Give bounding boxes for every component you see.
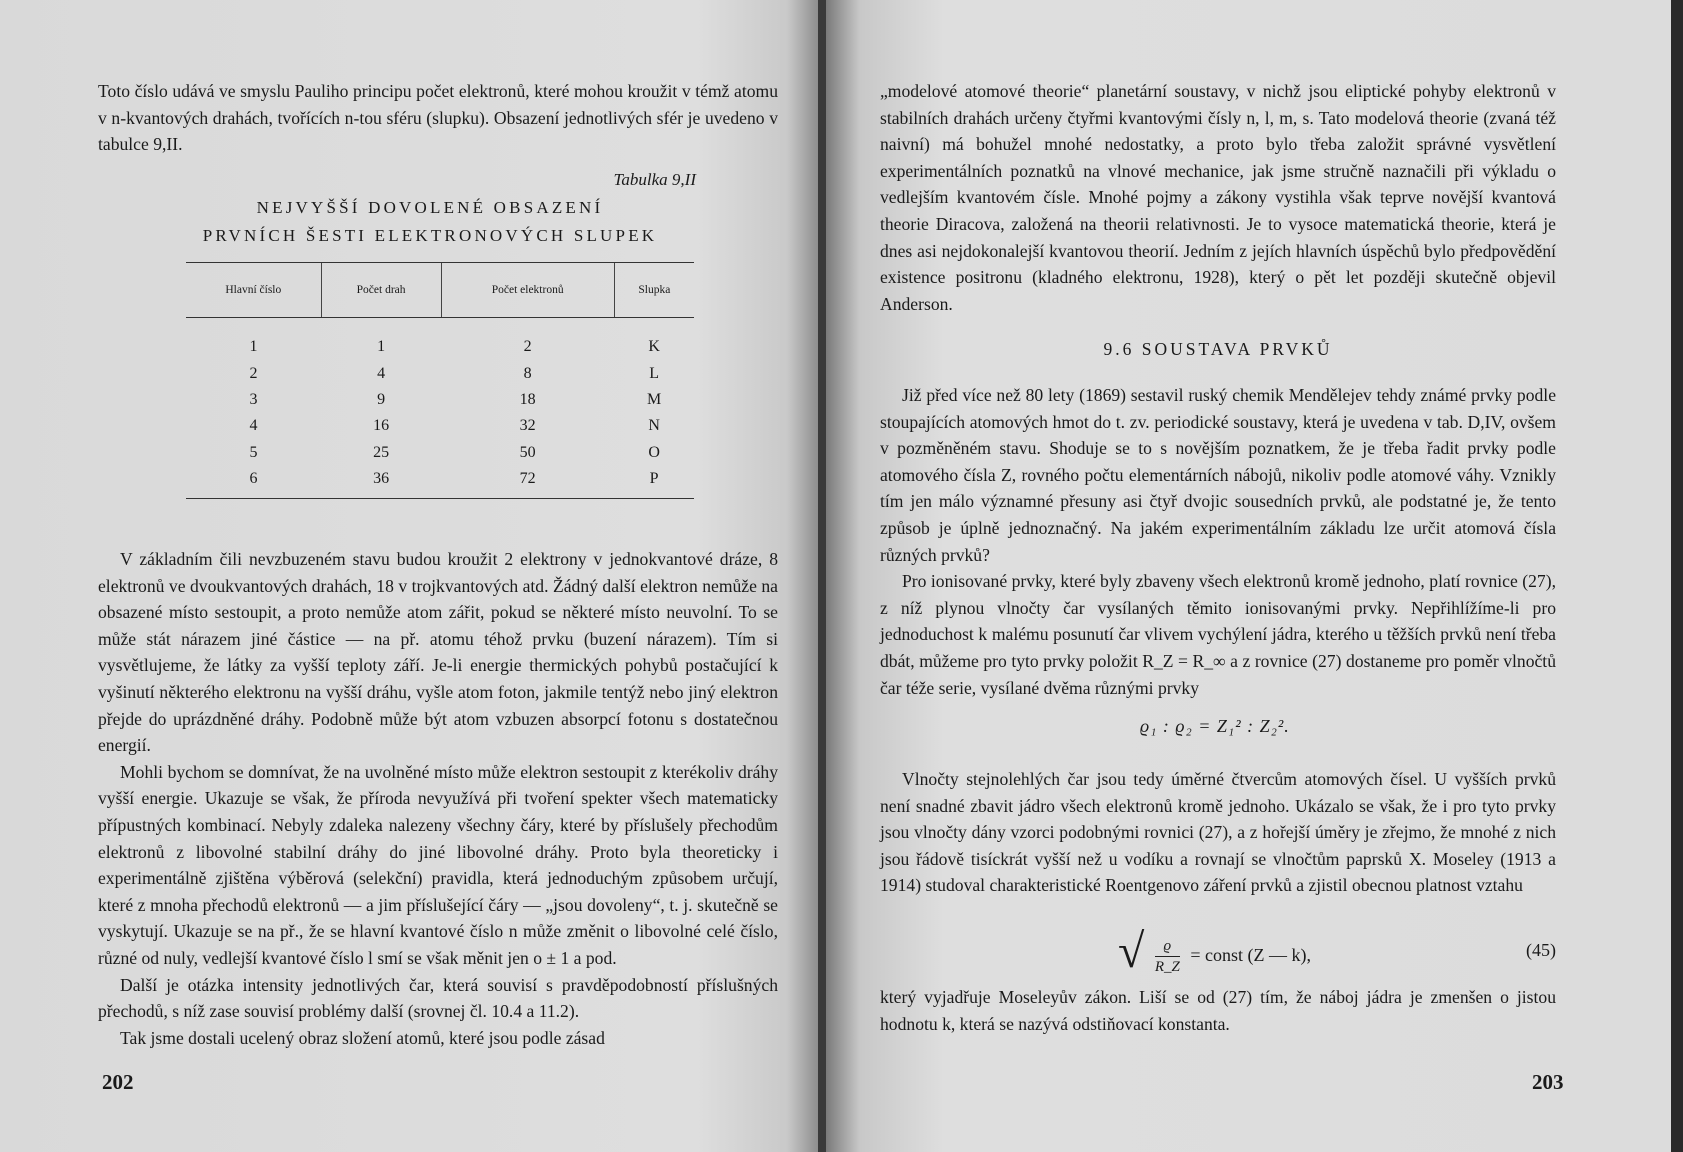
- table-cell: 6: [186, 466, 321, 499]
- fraction: [1155, 936, 1180, 977]
- table-title-line2: PRVNÍCH ŠESTI ELEKTRONOVÝCH SLUPEK: [202, 226, 658, 245]
- table-title-line1: NEJVYŠŠÍ DOVOLENÉ OBSAZENÍ: [256, 198, 604, 217]
- table-cell: 4: [249, 417, 258, 435]
- paragraph: „modelové atomové theorie“ planetární soustavy, v nichž jsou eliptické pohyby elektronů v stabilních drahách určeny čtyřmi kvantovými čísly n, l, m, s. Tato modelová theorie (zvaná též naivní) má bohužel mnohé nedostatky, a proto bylo třeba založit správné vysvětlení experimentálních poznatků na vlnové mechanice, jak jsme stručně naznačili při výkladu o vedlejším kvantovém čísle. Mnohé pojmy a zákony vystihla však teprve novější kvantová theorie Diracova, založená na theorii relativnosti. Je to vysoce matematická theorie, která je dnes asi nejdokonalejší kvantovou theorií. Jedním z jejích hlavních úspěchů bylo předpovědění existence positronu (kladného elektronu, 1928), který o pět let později skutečně objevil Anderson.: [880, 81, 1556, 314]
- table-cell: 18: [519, 390, 536, 408]
- table-cell: 1: [377, 338, 386, 356]
- table-row: [186, 413, 694, 439]
- table-header-row: [186, 263, 694, 318]
- page-number-right: 203: [1532, 1070, 1564, 1094]
- table-row: [186, 440, 694, 466]
- right-final-text: [880, 984, 1556, 1037]
- table-cell: 2: [249, 364, 258, 382]
- paragraph: Vlnočty stejnolehlých čar jsou tedy úměrné čtvercům atomových čísel. U vyšších prvků není snadné zbavit jádro všech elektronů kromě jednoho. Ukázalo se však, že i pro tyto prvky jsou vlnočty dány vzorci podobnými rovnici (27), a z hořejší úměry je zřejmo, že mnohé z nich jsou řádově tisíckrát vyšší než u vodíku a rovnají se vlnočtům paprsků X. Moseley (1913 a 1914) studoval charakteristické Roentgenovo záření prvků a zjistil obecnou platnost vztahu: [880, 769, 1556, 896]
- right-mid-text: [880, 382, 1556, 701]
- table-cell: 25: [373, 443, 390, 461]
- sqrt-sign: √: [1118, 925, 1145, 978]
- equation-ratio: ϱ₁ : ϱ₂ = Z₁² : Z₂².: [1140, 716, 1290, 736]
- paragraph: Tak jsme dostali ucelený obraz složení atomů, které jsou podle zásad: [120, 1027, 605, 1048]
- table-cell: 16: [373, 417, 390, 435]
- equation-moseley: [1118, 918, 1311, 977]
- page-number-left: 202: [102, 1070, 134, 1094]
- table-row: [186, 387, 694, 413]
- paragraph: který vyjadřuje Moseleyův zákon. Liší se od (27) tím, že náboj jádra je zmenšen o jistou hodnotu k, která se nazývá odstiňovací konstanta.: [880, 987, 1556, 1034]
- fraction-denominator: R_Z: [1154, 959, 1180, 976]
- table-cell: 36: [321, 466, 441, 499]
- table-cell: 1: [249, 338, 258, 356]
- table-cell: 3: [249, 390, 258, 408]
- table-cell: 2: [523, 338, 532, 356]
- paragraph: Pro ionisované prvky, které byly zbaveny všech elektronů kromě jednoho, platí rovnice (27), z níž plynou vlnočty čar vysílaných těmito ionisovanými prvky. Nepřihlížíme-li pro jednoduchost k malému posunutí čar vlivem vychýlení jádra, kterého u těžších prvků není třeba dbát, můžeme pro tyto prvky položit R_Z = R_∞ a z rovnice (27) dostaneme pro poměr vlnočtů čar téže serie, vysílané dvěma různými prvky: [880, 571, 1556, 698]
- equation-number: (45): [1526, 940, 1556, 960]
- shell-table: [186, 262, 694, 499]
- intro-paragraph: [98, 78, 778, 158]
- table-cell: 50: [519, 443, 536, 461]
- table-row: [186, 318, 694, 361]
- equation-rhs: = const (Z — k),: [1190, 945, 1311, 965]
- table-cell: 72: [441, 466, 614, 499]
- table-row: [186, 466, 694, 499]
- table-cell: 9: [377, 390, 386, 408]
- table-cell: L: [649, 364, 660, 382]
- table-cell: P: [614, 466, 694, 499]
- intro-text: Toto číslo udává ve smyslu Pauliho principu počet elektronů, které mohou kroužit v témž atomu v n-kvantových drahách, tvořících n-tou sféru (slupku). Obsazení jednotlivých sfér je uvedeno v tabulce 9,II.: [98, 81, 778, 155]
- right-top-text: [880, 78, 1556, 317]
- section-heading: 9.6 SOUSTAVA PRVKŮ: [1103, 339, 1333, 359]
- header-orbit-count: Počet drah: [321, 263, 441, 318]
- page-edge: [1671, 0, 1683, 1152]
- table-cell: O: [648, 443, 660, 461]
- header-electron-count: Počet elektronů: [441, 263, 614, 318]
- left-body-text: [98, 546, 778, 1051]
- paragraph: Mohli bychom se domnívat, že na uvolněné místo může elektron sestoupit z kterékoliv dráhy vyšší energie. Ukazuje se však, že příroda nevyužívá při tvoření spekter všech matematicky přípustných kombinací. Nebyly zdaleka nalezeny všechny čáry, které by příslušely přechodům elektronů z libovolné stabilní dráhy do jiné libovolné dráhy. Proto byla theoreticky i experimentálně zjištěna výběrová (selekční) pravidla, která jednoduchým způsobem určují, které z mnoha přechodů elektronů — a jim příslušející čáry — „jsou dovoleny“, t. j. skutečně se vyskytují. Ukazuje se na př., že se hlavní kvantové číslo n může změnit o libovolné celé číslo, různé od nuly, vedlejší kvantové číslo l smí se však měnit jen o ± 1 a pod.: [98, 761, 778, 968]
- table-caption: Tabulka 9,II: [613, 170, 696, 189]
- paragraph: Již před více než 80 lety (1869) sestavil ruský chemik Mendělejev tehdy známé prvky podle stoupajících atomových hmot do t. zv. periodické soustavy, která je uvedena v tab. D,IV, ovšem v pozměněném stavu. Shoduje se to s novějším poznatkem, že je třeba řadit prvky podle atomového čísla Z, rovného počtu elementárních nábojů, nikoliv podle atomové váhy. Vznikly tím jen málo významné přesuny asi čtyř dvojic sousedních prvků, ale podstatné je, že tento způsob je úplně jednoznačný. Na jakém experimentálním základu lze určit atomová čísla různých prvků?: [880, 385, 1556, 565]
- table-row: [186, 360, 694, 386]
- fraction-numerator: ϱ: [1155, 936, 1180, 957]
- header-principal-number: Hlavní číslo: [186, 263, 321, 318]
- table-cell: 4: [377, 364, 386, 382]
- table-cell: 8: [523, 364, 532, 382]
- table-cell: M: [647, 390, 662, 408]
- table-cell: 32: [519, 417, 536, 435]
- paragraph: V základním čili nevzbuzeném stavu budou kroužit 2 elektrony v jednokvantové dráze, 8 elektronů ve dvoukvantových drahách, 18 v trojkvantových atd. Žádný další elektron nemůže na obsazené místo sestoupit, a proto nemůže atom zářit, pokud se některé místo neuvolní. To se může stát nárazem jiné částice — na př. atomu téhož prvku (buzení nárazem). Tím si vysvětlujeme, že látky za vyšší teploty září. Je-li energie thermických pohybů postačující k vyšinutí některého elektronu na vyšší dráhu, vyšle atom foton, jakmile tentýž nebo jiný elektron přejde do uprázdněné dráhy. Podobně může být atom vzbuzen absorpcí fotonu s dostatečnou energií.: [98, 549, 778, 756]
- right-lower-text: [880, 766, 1556, 899]
- table-cell: N: [648, 417, 660, 435]
- table-cell: K: [648, 338, 660, 356]
- table-cell: 5: [249, 443, 258, 461]
- paragraph: Další je otázka intensity jednotlivých čar, která souvisí s pravděpodobností příslušných přechodů, s níž zase souvisí problémy další (srovnej čl. 10.4 a 11.2).: [98, 974, 778, 1022]
- header-shell: Slupka: [614, 263, 694, 318]
